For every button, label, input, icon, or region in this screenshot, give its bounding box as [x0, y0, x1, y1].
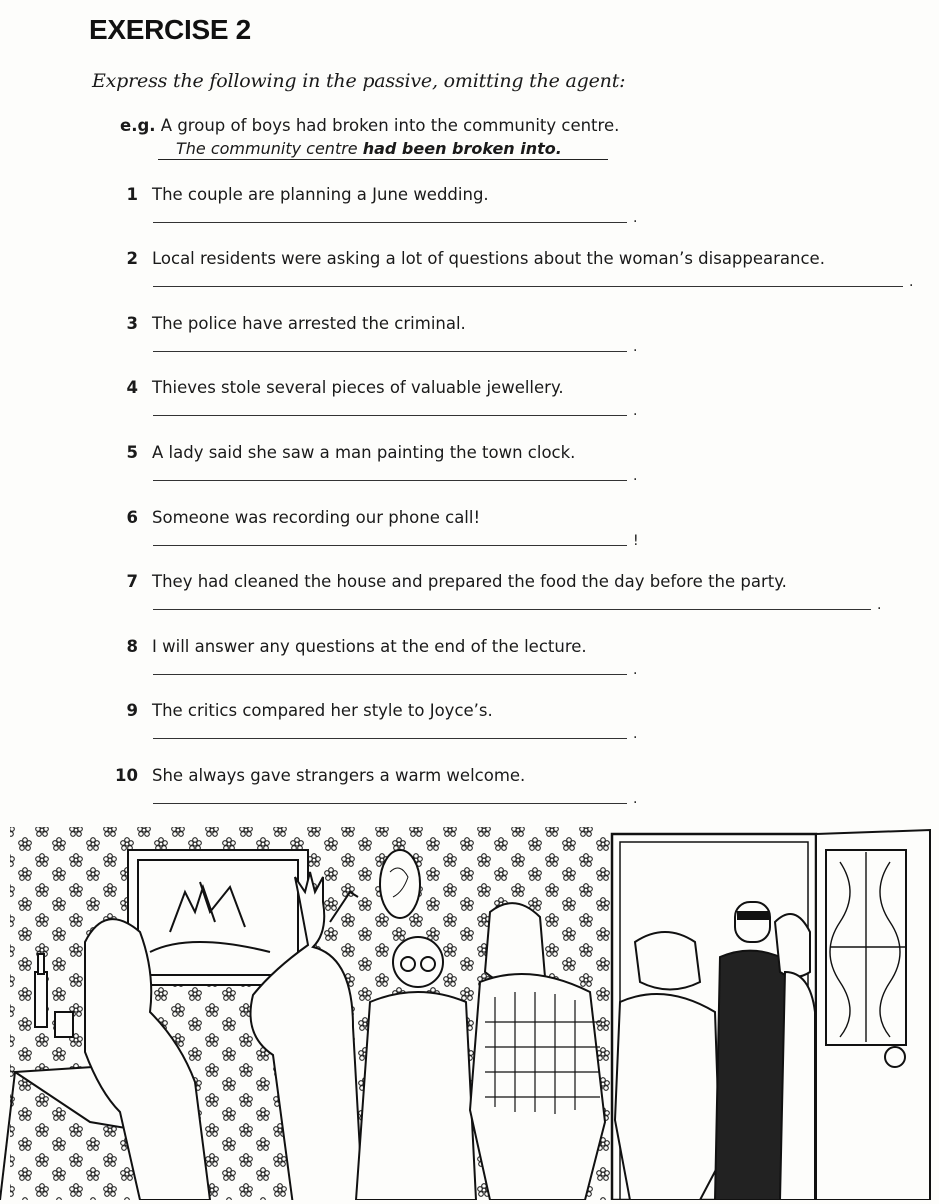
item-number: 4	[126, 378, 138, 397]
answer-line[interactable]	[153, 738, 627, 739]
exercise-title: EXERCISE 2	[89, 14, 251, 45]
answer-end-punctuation: .	[633, 791, 638, 807]
oval-mirror	[380, 850, 420, 918]
item-number: 1	[126, 185, 138, 204]
item-sentence: The critics compared her style to Joyce’s.	[152, 701, 493, 720]
item-sentence: A lady said she saw a man painting the town clock.	[152, 443, 576, 462]
answer-end-punctuation: .	[633, 403, 638, 419]
exercise-item	[0, 508, 939, 568]
exercise-item	[0, 637, 939, 697]
item-sentence: They had cleaned the house and prepared the food the day before the party.	[152, 572, 787, 591]
example-label: e.g.	[120, 116, 156, 135]
exercise-item	[0, 185, 939, 245]
item-number: 8	[126, 637, 138, 656]
answer-end-punctuation: .	[633, 468, 638, 484]
item-number: 5	[126, 443, 138, 462]
party-illustration	[0, 822, 939, 1200]
item-number: 6	[126, 508, 138, 527]
answer-end-punctuation: .	[633, 662, 638, 678]
answer-line[interactable]	[153, 609, 871, 610]
item-sentence: Local residents were asking a lot of questions about the woman’s disappearance.	[152, 249, 825, 268]
example-sentence	[120, 116, 619, 135]
item-number: 10	[115, 766, 138, 785]
answer-line[interactable]	[153, 222, 627, 223]
item-number: 7	[126, 572, 138, 591]
item-number: 2	[126, 249, 138, 268]
answer-end-punctuation: !	[633, 533, 639, 549]
item-sentence: I will answer any questions at the end of the lecture.	[152, 637, 587, 656]
answer-line[interactable]	[153, 351, 627, 352]
answer-end-punctuation: .	[633, 339, 638, 355]
exercise-item	[0, 443, 939, 503]
answer-line[interactable]	[153, 674, 627, 675]
exercise-item	[0, 701, 939, 761]
item-sentence: The police have arrested the criminal.	[152, 314, 466, 333]
item-sentence: The couple are planning a June wedding.	[152, 185, 489, 204]
exercise-item	[0, 766, 939, 826]
answer-line[interactable]	[153, 415, 627, 416]
instruction-text: Express the following in the passive, omitting the agent:	[92, 70, 626, 92]
exercise-item	[0, 314, 939, 374]
item-number: 9	[126, 701, 138, 720]
door	[816, 830, 930, 1200]
answer-line[interactable]	[153, 545, 627, 546]
exercise-item	[0, 378, 939, 438]
item-sentence: She always gave strangers a warm welcome.	[152, 766, 526, 785]
item-sentence: Thieves stole several pieces of valuable jewellery.	[152, 378, 564, 397]
answer-line[interactable]	[153, 480, 627, 481]
answer-end-punctuation: .	[633, 210, 638, 226]
answer-end-punctuation: .	[909, 274, 914, 290]
answer-line[interactable]	[153, 803, 627, 804]
answer-end-punctuation: .	[877, 597, 882, 613]
item-number: 3	[126, 314, 138, 333]
example-text: A group of boys had broken into the community centre.	[160, 116, 620, 135]
answer-end-punctuation: .	[633, 726, 638, 742]
item-sentence: Someone was recording our phone call!	[152, 508, 481, 527]
example-answer-bold: had been broken into.	[362, 139, 562, 158]
painting-frame	[128, 850, 308, 985]
exercise-item	[0, 249, 939, 309]
exercise-item	[0, 572, 939, 632]
answer-line[interactable]	[153, 286, 903, 287]
arriving-guests	[615, 902, 815, 1200]
example-answer-plain: The community centre	[176, 139, 363, 158]
example-answer	[158, 140, 608, 160]
